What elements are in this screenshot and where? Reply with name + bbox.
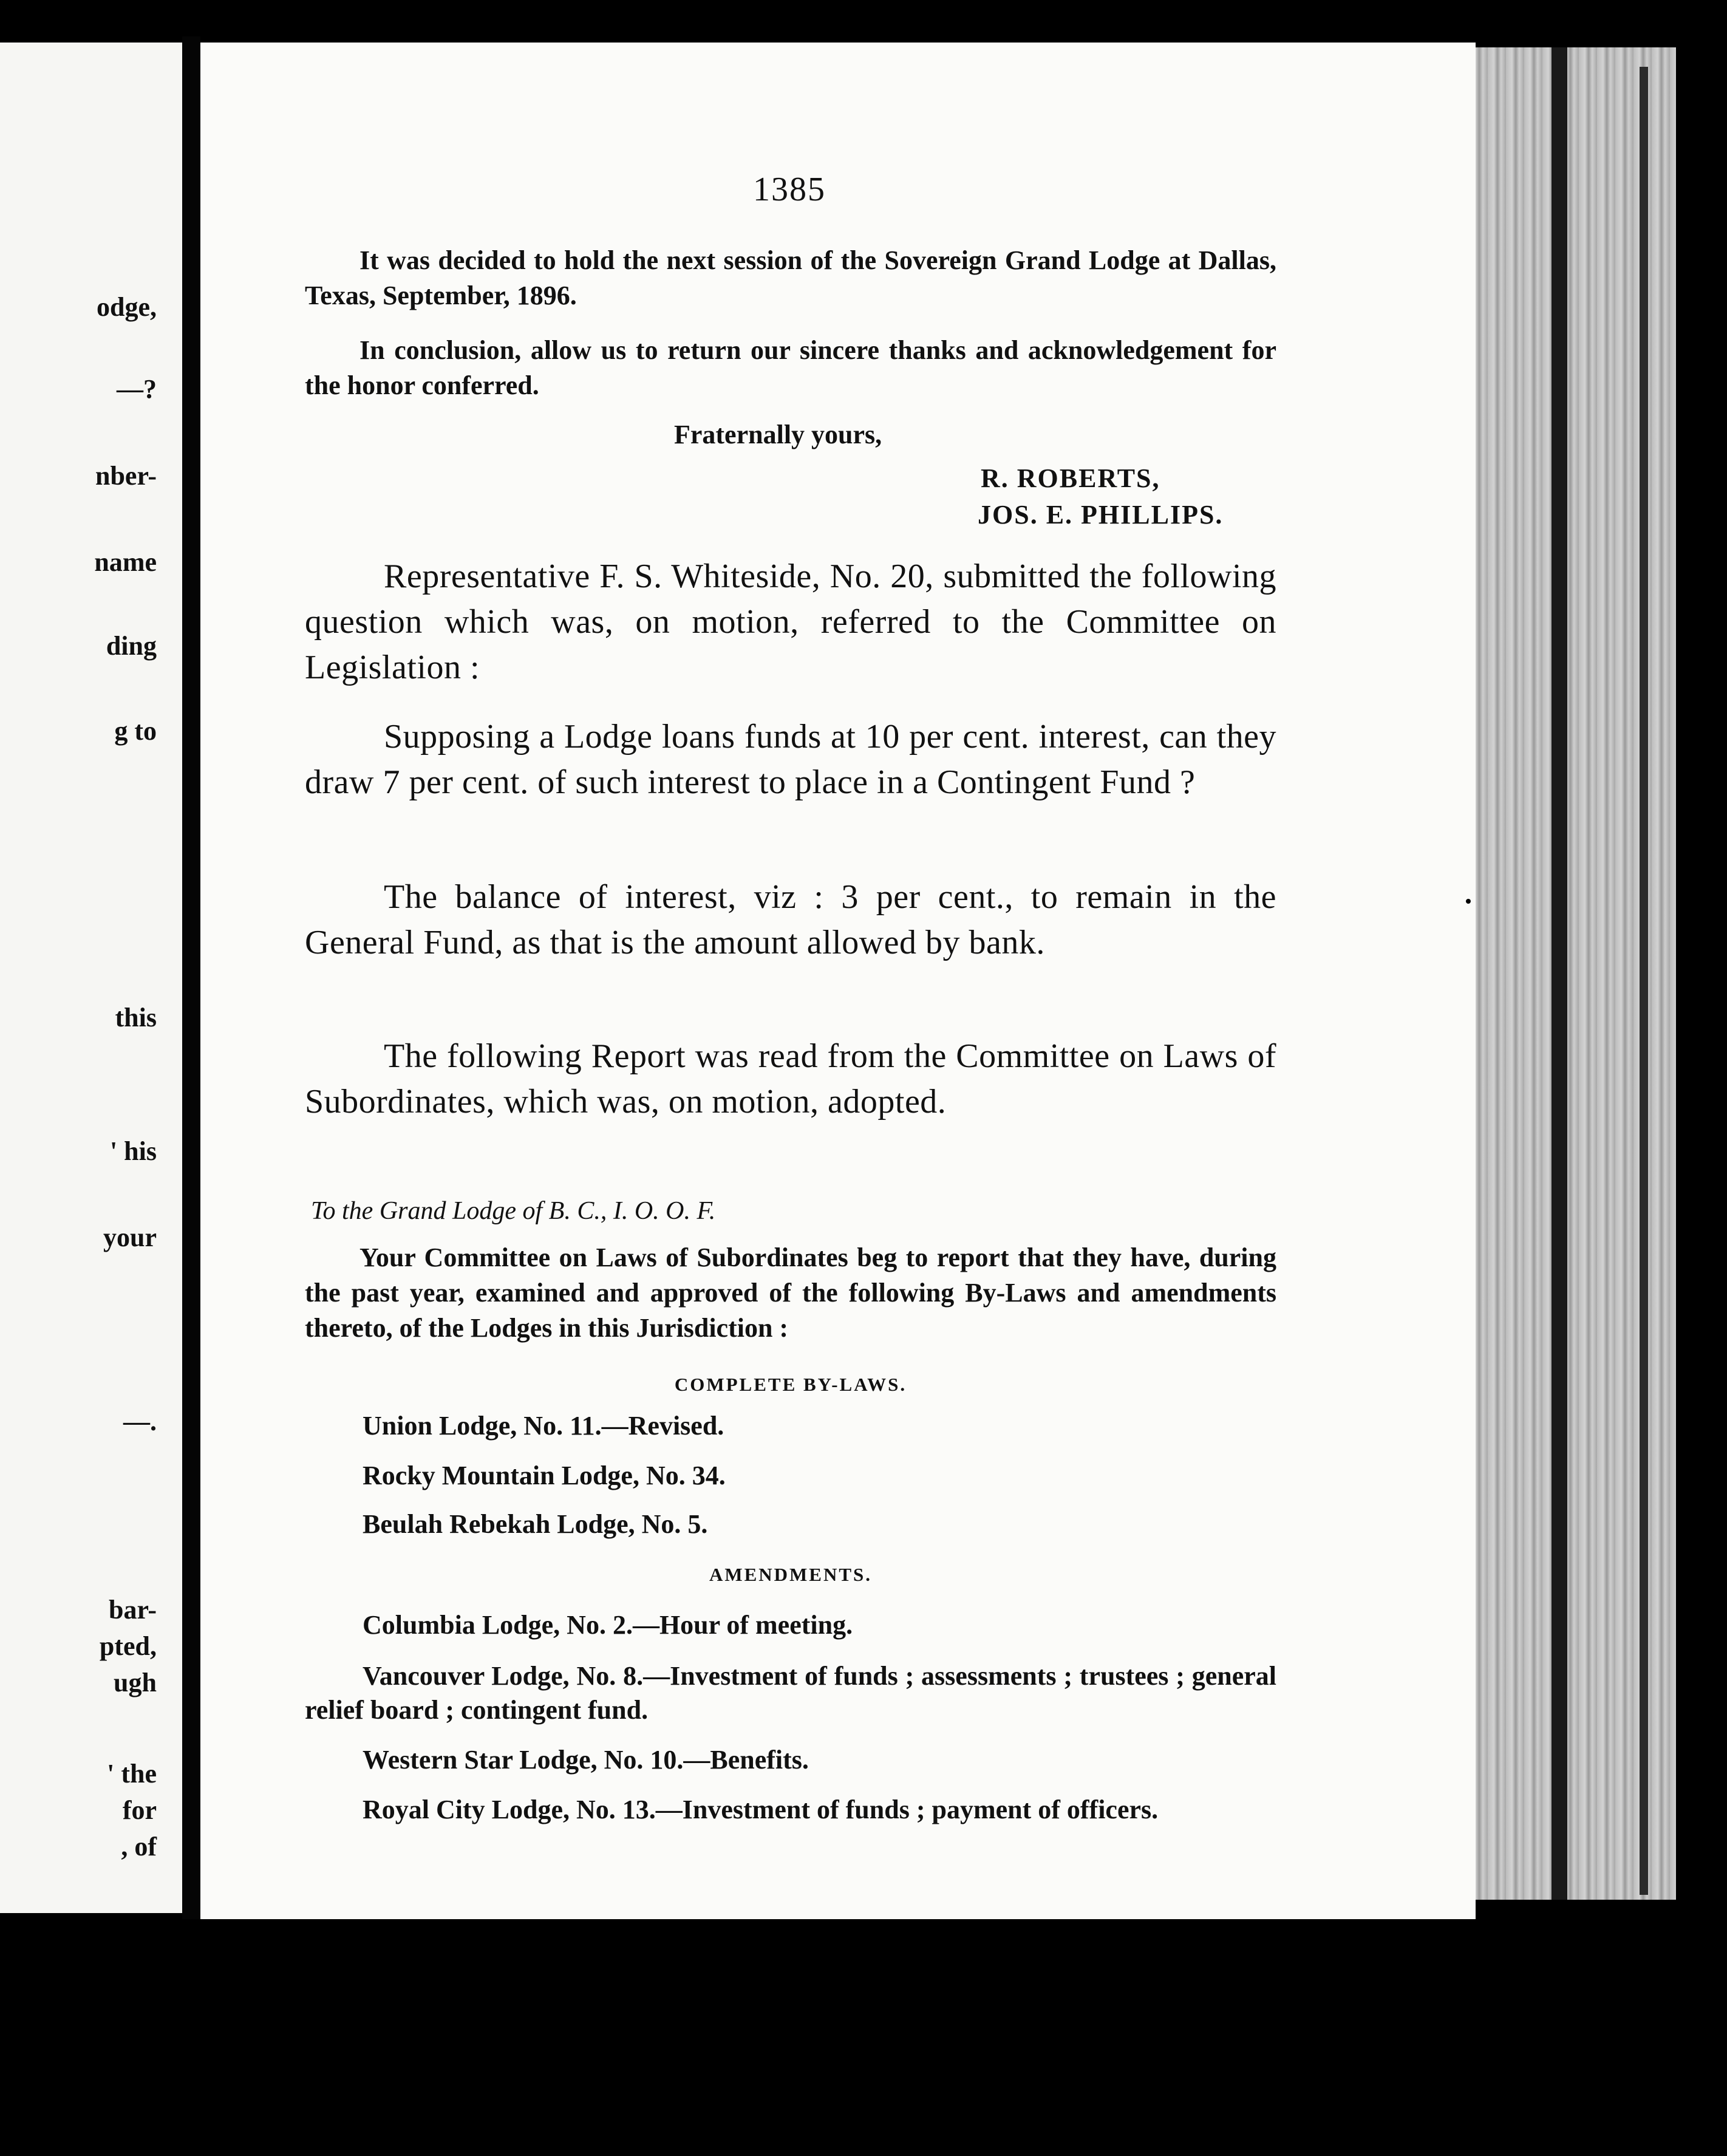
- left-facing-page: [0, 43, 187, 1913]
- signatory: R. ROBERTS,: [981, 463, 1160, 493]
- paragraph-committee: Your Committee on Laws of Subordinates beg to report that they have, during the past year, examined and approved of the following By-Laws and amendments thereto, of the Lodges in this Jurisdiction :: [305, 1243, 1276, 1343]
- bylaw-entry: Union Lodge, No. 11.—Revised.: [363, 1411, 724, 1441]
- amendment-entry: Western Star Lodge, No. 10.—Benefits.: [363, 1745, 809, 1775]
- bylaw-entry: Beulah Rebekah Lodge, No. 5.: [363, 1509, 708, 1539]
- left-fragment: odge,: [97, 292, 157, 322]
- paragraph-report: The following Report was read from the Committee on Laws of Subordinates, which was, on motion, adopted.: [305, 1037, 1276, 1121]
- left-fragment: g to: [114, 716, 157, 746]
- left-fragment: nber-: [95, 461, 157, 491]
- sign-off: Fraternally yours,: [674, 420, 882, 449]
- left-fragment: name: [94, 547, 157, 577]
- signatory: JOS. E. PHILLIPS.: [978, 500, 1224, 530]
- paragraph-thanks: In conclusion, allow us to return our sincere thanks and acknowledgement for the honor conferred.: [305, 335, 1276, 400]
- left-fragment: , of: [121, 1832, 157, 1861]
- left-fragment: this: [115, 1003, 157, 1032]
- left-fragment: ' the: [107, 1759, 157, 1789]
- paragraph-balance: The balance of interest, viz : 3 per cent., to remain in the General Fund, as that is the amount allowed by bank.: [305, 878, 1276, 961]
- left-fragment: —?: [117, 374, 157, 404]
- left-fragment: ding: [106, 631, 157, 661]
- left-fragment: ' his: [109, 1136, 157, 1166]
- paragraph-session: It was decided to hold the next session of the Sovereign Grand Lodge at Dallas, Texas, September, 1896.: [305, 245, 1276, 310]
- left-fragment: for: [122, 1795, 157, 1825]
- paragraph-question: Supposing a Lodge loans funds at 10 per cent. interest, can they draw 7 per cent. of such interest to place in a Contingent Fund ?: [305, 718, 1276, 801]
- left-fragment: bar-: [108, 1595, 157, 1625]
- amendment-entry: Royal City Lodge, No. 13.—Investment of funds ; payment of officers.: [363, 1795, 1159, 1824]
- heading-amendments: AMENDMENTS.: [709, 1564, 873, 1585]
- book-gutter: [182, 36, 200, 1919]
- heading-complete-bylaws: COMPLETE BY-LAWS.: [674, 1374, 907, 1395]
- left-fragment: —.: [123, 1407, 157, 1436]
- left-fragment: your: [103, 1223, 157, 1252]
- left-fragment: ugh: [114, 1668, 157, 1697]
- amendment-entry: Vancouver Lodge, No. 8.—Investment of funds ; assessments ; trustees ; general relief board ; contingent fund.: [305, 1661, 1276, 1725]
- page-edges-shadow: [1552, 47, 1567, 1900]
- bylaw-entry: Rocky Mountain Lodge, No. 34.: [363, 1461, 726, 1490]
- left-fragment: pted,: [99, 1631, 157, 1661]
- amendment-entry: Columbia Lodge, No. 2.—Hour of meeting.: [363, 1610, 853, 1640]
- page-number: 1385: [753, 171, 826, 208]
- salutation: To the Grand Lodge of B. C., I. O. O. F.: [311, 1197, 716, 1225]
- page-edges-shadow: [1640, 67, 1648, 1895]
- paragraph-whiteside: Representative F. S. Whiteside, No. 20, submitted the following question which was, on motion, referred to the Committee on Legislation :: [305, 558, 1276, 686]
- ink-speck: [1466, 899, 1471, 904]
